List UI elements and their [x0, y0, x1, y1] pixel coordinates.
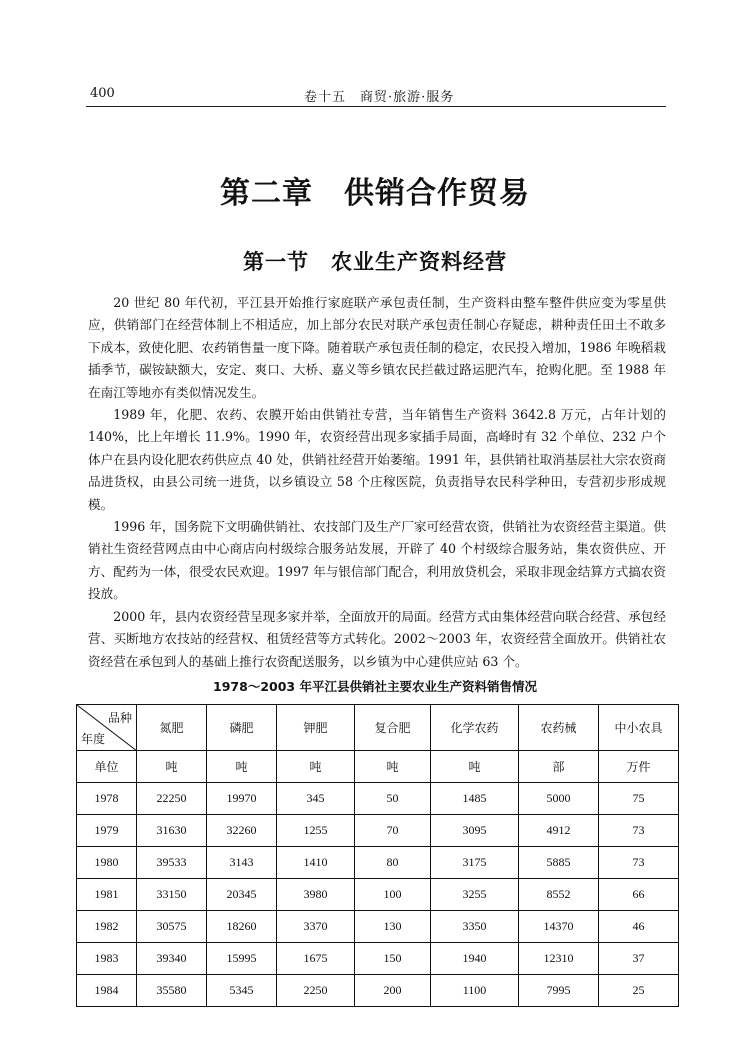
value-cell: 3175 [431, 847, 519, 879]
column-header: 磷肥 [207, 705, 277, 751]
value-cell: 30575 [137, 911, 207, 943]
page-number: 400 [90, 86, 115, 101]
value-cell: 73 [599, 815, 679, 847]
table-row [77, 879, 679, 911]
section-title: 第一节 农业生产资料经营 [243, 250, 507, 274]
value-cell: 1255 [277, 815, 355, 847]
value-cell: 35580 [137, 975, 207, 1007]
value-cell: 70 [355, 815, 431, 847]
table-header-row [77, 705, 679, 751]
running-header [86, 84, 666, 107]
value-cell: 12310 [519, 943, 599, 975]
value-cell: 1100 [431, 975, 519, 1007]
year-cell: 1982 [77, 911, 137, 943]
value-cell: 14370 [519, 911, 599, 943]
value-cell: 345 [277, 783, 355, 815]
value-cell: 200 [355, 975, 431, 1007]
value-cell: 150 [355, 943, 431, 975]
year-cell: 1983 [77, 943, 137, 975]
paragraph: 20 世纪 80 年代初，平江县开始推行家庭联产承包责任制，生产资料由整车整件供应变为零星供应，供销部门在经营体制上不相适应，加上部分农民对联产承包责任制心存疑虑，耕种责任田土不敢多下成本，致使化肥、农药销售量一度下降。随着联产承包责任制的稳定，农民投入增加，1986 年晚稻栽插季节，碳铵缺额大，安定、爽口、大桥、嘉义等乡镇农民拦截过路运肥汽车，抢购化肥。至 1988 年在南江等地亦有类似情况发生。 [88, 295, 666, 400]
year-cell: 1980 [77, 847, 137, 879]
value-cell: 100 [355, 879, 431, 911]
value-cell: 80 [355, 847, 431, 879]
unit-cell: 吨 [277, 751, 355, 783]
unit-cell: 吨 [137, 751, 207, 783]
table-row [77, 815, 679, 847]
paragraph: 1989 年，化肥、农药、农膜开始由供销社专营，当年销售生产资料 3642.8 万元，占年计划的 140%，比上年增长 11.9%。1990 年，农资经营出现多家插手局面，高峰时有 32 个单位、232 户个体户在县内设化肥农药供应点 40 处，供销社经营开始萎缩。1991 年，县供销社取消基层社大宗农资商品进货权，由县公司统一进货，以乡镇设立 58 个庄稼医院，负责指导农民科学种田，专营初步形成规模。 [88, 407, 666, 512]
value-cell: 37 [599, 943, 679, 975]
table-row [77, 847, 679, 879]
value-cell: 31630 [137, 815, 207, 847]
unit-cell: 吨 [207, 751, 277, 783]
column-header: 氮肥 [137, 705, 207, 751]
value-cell: 75 [599, 783, 679, 815]
table-row [77, 975, 679, 1007]
value-cell: 5000 [519, 783, 599, 815]
year-cell: 1979 [77, 815, 137, 847]
value-cell: 15995 [207, 943, 277, 975]
value-cell: 3095 [431, 815, 519, 847]
sales-table [76, 704, 679, 1007]
value-cell: 8552 [519, 879, 599, 911]
table-caption: 1978～2003 年平江县供销社主要农业生产资料销售情况 [213, 679, 537, 694]
value-cell: 7995 [519, 975, 599, 1007]
value-cell: 18260 [207, 911, 277, 943]
year-cell: 1978 [77, 783, 137, 815]
unit-cell: 万件 [599, 751, 679, 783]
value-cell: 2250 [277, 975, 355, 1007]
value-cell: 3350 [431, 911, 519, 943]
value-cell: 3255 [431, 879, 519, 911]
value-cell: 3370 [277, 911, 355, 943]
table-row [77, 943, 679, 975]
value-cell: 1940 [431, 943, 519, 975]
value-cell: 46 [599, 911, 679, 943]
year-cell: 1981 [77, 879, 137, 911]
value-cell: 73 [599, 847, 679, 879]
value-cell: 130 [355, 911, 431, 943]
value-cell: 1410 [277, 847, 355, 879]
value-cell: 39533 [137, 847, 207, 879]
corner-label-kind: 品种 [107, 711, 132, 725]
value-cell: 1485 [431, 783, 519, 815]
value-cell: 50 [355, 783, 431, 815]
value-cell: 20345 [207, 879, 277, 911]
paragraph: 2000 年，县内农资经营呈现多家并举，全面放开的局面。经营方式由集体经营向联合经营、承包经营、买断地方农技站的经营权、租赁经营等方式转化。2002～2003 年，农资经营全面放开。供销社农资经营在承包到人的基础上推行农资配送服务，以乡镇为中心建供应站 63 个。 [88, 608, 666, 669]
unit-cell: 部 [519, 751, 599, 783]
table-row [77, 911, 679, 943]
value-cell: 39340 [137, 943, 207, 975]
unit-cell: 吨 [431, 751, 519, 783]
chapter-title: 第二章 供销合作贸易 [220, 176, 530, 211]
value-cell: 33150 [137, 879, 207, 911]
unit-row [77, 751, 679, 783]
volume-title: 卷十五 商贸·旅游·服务 [304, 90, 455, 105]
column-header: 钾肥 [277, 705, 355, 751]
paragraph: 1996 年，国务院下文明确供销社、农技部门及生产厂家可经营农资，供销社为农资经营主渠道。供销社生资经营网点由中心商店向村级综合服务站发展，开辟了 40 个村级综合服务站，集农资供应、开方、配药为一体，很受农民欢迎。1997 年与银信部门配合，利用放贷机会，采取非现金结算方式搞农资投放。 [88, 519, 666, 602]
body-text [88, 292, 666, 673]
year-cell: 1984 [77, 975, 137, 1007]
value-cell: 4912 [519, 815, 599, 847]
value-cell: 5345 [207, 975, 277, 1007]
unit-cell: 吨 [355, 751, 431, 783]
corner-label-year: 年度 [81, 732, 106, 746]
column-header: 中小农具 [599, 705, 679, 751]
value-cell: 3980 [277, 879, 355, 911]
column-header: 化学农药 [431, 705, 519, 751]
value-cell: 32260 [207, 815, 277, 847]
value-cell: 22250 [137, 783, 207, 815]
value-cell: 66 [599, 879, 679, 911]
column-header: 农药械 [519, 705, 599, 751]
value-cell: 1675 [277, 943, 355, 975]
value-cell: 5885 [519, 847, 599, 879]
value-cell: 25 [599, 975, 679, 1007]
unit-label-cell: 单位 [77, 751, 137, 783]
value-cell: 3143 [207, 847, 277, 879]
table-row [77, 783, 679, 815]
column-header: 复合肥 [355, 705, 431, 751]
corner-header-cell [77, 705, 137, 751]
value-cell: 19970 [207, 783, 277, 815]
